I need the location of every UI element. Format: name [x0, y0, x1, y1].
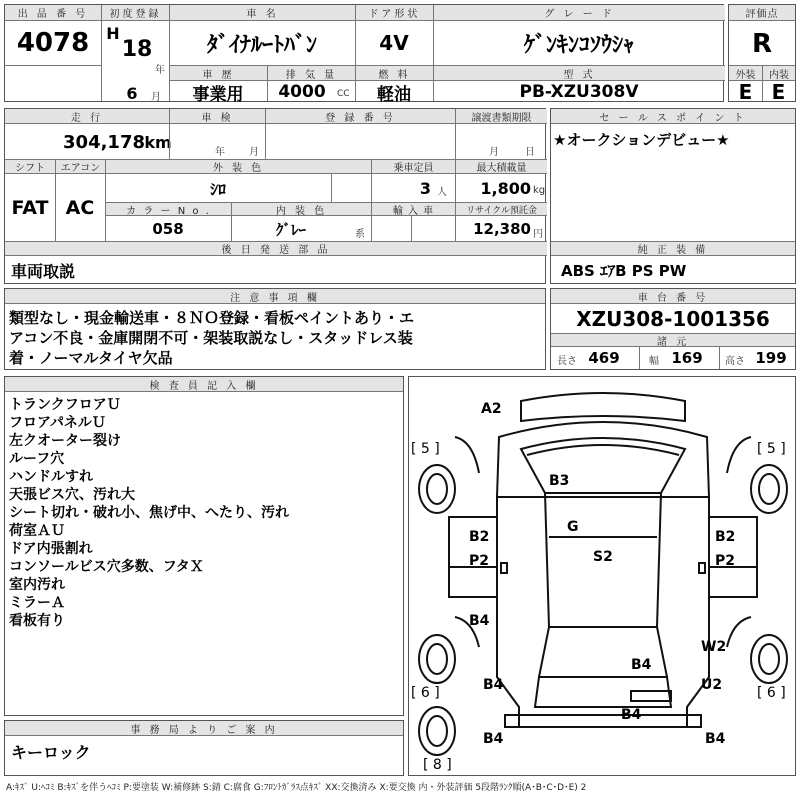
inspector-note: 室内汚れ	[9, 577, 65, 593]
max-load: 1,800	[480, 179, 531, 198]
int-color-unit: 系	[355, 229, 365, 240]
chassis-header: 車 台 番 号	[551, 289, 795, 304]
width-label: 幅	[649, 356, 659, 367]
int-color-header: 内 装 色	[231, 202, 371, 216]
parts-to-ship: 車両取説	[11, 261, 76, 281]
overall-score: R	[751, 29, 773, 59]
model-code: PB-XZU308V	[519, 82, 639, 102]
damage-p2-right: P2	[715, 553, 736, 569]
ext-color-header: 外 装 色	[105, 159, 371, 174]
era: H	[106, 23, 120, 43]
fuel-type: 軽油	[377, 84, 411, 105]
length-label: 長さ	[557, 356, 577, 367]
interior-header: 内装	[762, 65, 795, 81]
height-label: 高さ	[725, 356, 745, 367]
shift-header: シフト	[5, 159, 55, 174]
inspector-note: コンソールビス穴多数、フタＸ	[9, 559, 204, 575]
inspector-note: 荷室ＡＵ	[9, 523, 65, 539]
inspector-note: 左クオーター裂け	[9, 433, 121, 449]
mileage-header: 走 行	[5, 109, 169, 124]
lot-number: 4078	[16, 28, 90, 58]
rear-left-wheel	[419, 635, 455, 683]
score-box	[728, 4, 796, 102]
office-box	[4, 720, 404, 776]
damage-g: G	[567, 519, 579, 535]
sales-point-box	[550, 108, 796, 284]
displacement: 4000	[278, 82, 326, 102]
office-note: キーロック	[11, 742, 91, 762]
capacity: 3	[419, 179, 431, 198]
car-name-header: 車 名	[169, 5, 355, 21]
front-bumper	[521, 393, 685, 421]
grade-header: グ レ ー ド	[433, 5, 725, 21]
inspector-note: ルーフ穴	[9, 451, 65, 467]
chassis-number: XZU308-1001356	[576, 307, 770, 331]
parts-header: 後 日 発 送 部 品	[5, 241, 547, 256]
reg-number-header: 登 録 番 号	[265, 109, 455, 124]
inspection-header: 車 検	[169, 109, 265, 124]
width-value: 169	[671, 349, 703, 367]
grade: ｹﾞﾝｷﾝｺｿｳｼｬ	[523, 32, 634, 58]
capacity-unit: 人	[437, 187, 447, 198]
lot-number-header: 出 品 番 号	[5, 5, 101, 21]
height-value: 199	[755, 349, 787, 367]
right-rear-door	[709, 567, 757, 597]
damage-b4-lower-left: B4	[483, 677, 504, 693]
model-header: 型 式	[433, 65, 725, 81]
damage-b2-left: B2	[469, 529, 490, 545]
first-reg-month: 6	[126, 83, 138, 103]
car-name: ﾀﾞｲﾅﾙｰﾄﾊﾞﾝ	[206, 32, 317, 58]
exterior-color: ｼﾛ	[209, 180, 226, 199]
damage-b4-bottom-right: B4	[705, 731, 726, 747]
inspector-note: 天張ビス穴、汚れ大	[9, 487, 135, 503]
damage-b4-left: B4	[469, 613, 490, 629]
cab-body	[497, 422, 709, 497]
interior-color: ｸﾞﾚｰ	[275, 220, 306, 239]
damage-p2-left: P2	[469, 553, 490, 569]
capacity-header: 乗車定員	[371, 159, 455, 174]
office-header: 事 務 局 よ り ご 案 内	[5, 721, 403, 736]
recycle-fee: 12,380	[473, 220, 531, 238]
notes-line-1: 類型なし・現金輸送車・８ＮＯ登録・看板ペイントあり・エ	[9, 309, 415, 327]
sales-point-header: セ ー ル ス ポ イ ン ト	[551, 109, 795, 124]
notes-box	[4, 288, 546, 370]
sales-point: ★オークションデビュー★	[553, 130, 730, 149]
transfer-month-unit: 月	[489, 147, 499, 158]
inspector-note: トランクフロアＵ	[9, 397, 121, 413]
shift-type: FAT	[11, 197, 49, 219]
tread-front-left: [ 5 ]	[411, 441, 440, 457]
max-load-unit: kg	[533, 185, 546, 196]
damage-diagram	[408, 376, 796, 776]
equipment-header: 純 正 装 備	[551, 241, 795, 256]
color-no-header: カ ラ ー N o .	[105, 202, 231, 216]
inspector-note: シート切れ・破れ小、焦げ中、へたり、汚れ	[9, 505, 289, 521]
damage-u2: U2	[701, 677, 723, 693]
inspector-note: ミラーＡ	[9, 595, 65, 611]
damage-b2-right: B2	[715, 529, 736, 545]
displacement-unit: CC	[337, 89, 350, 99]
spare-wheel	[419, 707, 455, 755]
windshield-inner	[527, 445, 679, 455]
damage-w2: W2	[701, 639, 727, 655]
first-reg-year: 18	[121, 36, 153, 62]
front-right-wheel	[751, 465, 787, 513]
damage-b4-center: B4	[631, 657, 652, 673]
damage-b3: B3	[549, 473, 570, 489]
aircon-header: エアコン	[55, 159, 105, 174]
tread-rear-right: [ 6 ]	[757, 685, 786, 701]
legend: A:ｷｽﾞ U:ﾍｺﾐ B:ｷｽﾞを伴うﾍｺﾐ P:要塗装 W:補修跡 S:錆 C:腐食 G:ﾌﾛﾝﾄｶﾞﾗｽ点ｷｽﾞ XX:交換済み X:要交換 内・外装評価 5段階ﾗﾝｸ順(A･B･C･D･E) 2	[6, 783, 587, 793]
exterior-score: E	[738, 80, 753, 104]
displacement-header: 排 気 量	[267, 65, 355, 81]
specs-header: 諸 元	[551, 333, 795, 347]
front-left-wheel	[419, 465, 455, 513]
rear-step	[631, 691, 671, 701]
first-reg-header: 初度登録	[101, 5, 169, 21]
chassis-box	[550, 288, 796, 370]
van-outline	[409, 377, 795, 775]
import-header: 輸 入 車	[371, 202, 455, 216]
damage-a2: A2	[481, 401, 502, 417]
mileage: 304,178	[63, 131, 145, 153]
equipment: ABS ｴｱB PS PW	[561, 261, 687, 280]
left-rear-door	[449, 567, 497, 597]
year-unit: 年	[155, 65, 165, 76]
left-mirror	[501, 563, 507, 573]
score-header: 評価点	[729, 5, 795, 21]
tread-rear-left: [ 6 ]	[411, 685, 440, 701]
fuel-header: 燃 料	[355, 65, 433, 81]
notes-header: 注 意 事 項 欄	[5, 289, 545, 304]
inspection-month-unit: 月	[249, 147, 259, 158]
inspection-year-unit: 年	[215, 147, 225, 158]
color-number: 058	[152, 220, 184, 238]
recycle-header: リサイクル預託金	[455, 202, 547, 216]
interior-score: E	[771, 80, 786, 104]
inspector-note: ハンドルすれ	[9, 469, 93, 485]
transfer-day-unit: 日	[525, 147, 535, 158]
history-header: 車 歴	[169, 65, 267, 81]
inspector-box	[4, 376, 404, 716]
transfer-header: 譲渡書類期限	[455, 109, 547, 124]
notes-line-2: アコン不良・金庫開閉不可・架装取説なし・スタッドレス装	[9, 329, 413, 347]
tread-spare: [ 8 ]	[423, 757, 452, 773]
damage-b4-bottom-left: B4	[483, 731, 504, 747]
inspector-note: 看板有り	[9, 613, 65, 629]
details-box	[4, 108, 546, 284]
inspector-note: フロアパネルＵ	[9, 415, 106, 431]
mileage-unit: km	[144, 132, 172, 152]
door-type: 4V	[379, 31, 409, 55]
damage-b4-rear: B4	[621, 707, 642, 723]
length-value: 469	[588, 349, 620, 367]
vehicle-info-box	[4, 4, 724, 105]
notes-line-3: 着・ノーマルタイヤ欠品	[9, 349, 173, 367]
aircon-type: AC	[65, 197, 95, 219]
windshield	[521, 438, 685, 493]
door-header: ドア形状	[355, 5, 433, 21]
inspector-note: ドア内張割れ	[9, 541, 93, 557]
rear-bumper	[505, 715, 701, 727]
right-mirror	[699, 563, 705, 573]
tread-front-right: [ 5 ]	[757, 441, 786, 457]
month-unit: 月	[151, 92, 161, 103]
damage-s2: S2	[593, 549, 613, 565]
rear-right-wheel	[751, 635, 787, 683]
exterior-header: 外装	[729, 65, 762, 81]
car-history: 事業用	[192, 84, 244, 105]
max-load-header: 最大積載量	[455, 159, 547, 174]
inspector-header: 検 査 員 記 入 欄	[5, 377, 403, 392]
recycle-unit: 円	[533, 229, 543, 240]
